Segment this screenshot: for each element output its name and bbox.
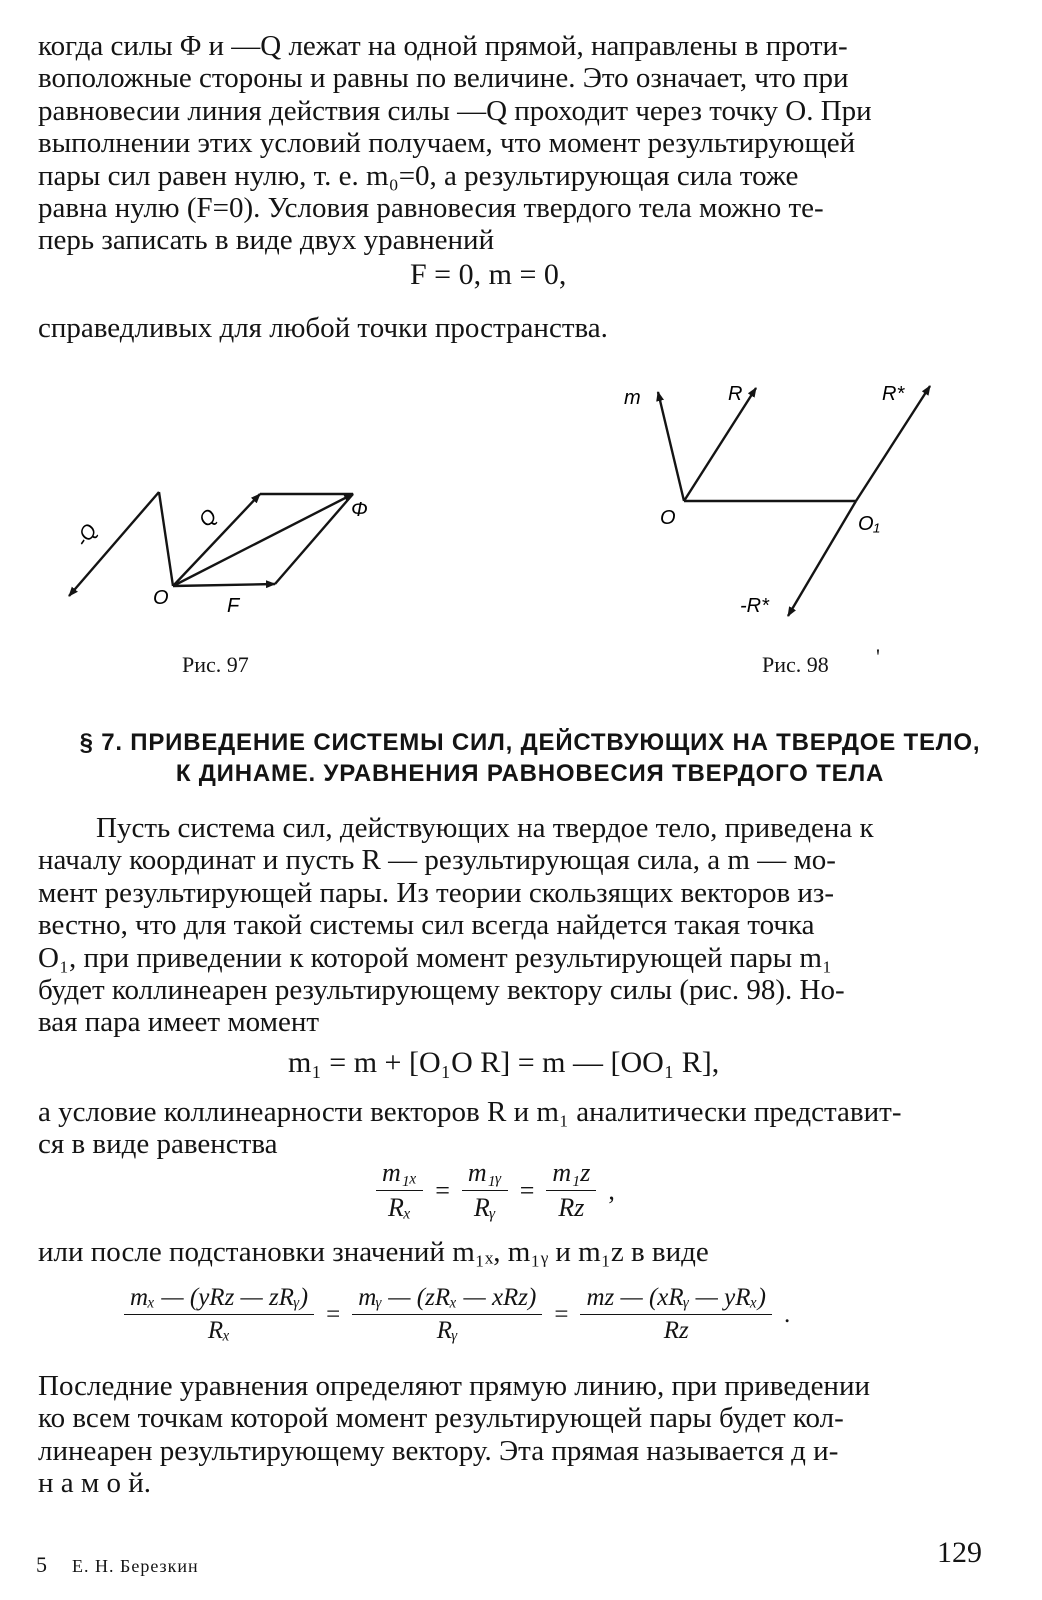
text-line: пары сил равен нулю, т. е. m₀=0, а результирующая сила тоже [38, 159, 799, 192]
label-o: O [660, 507, 676, 529]
text-line: а условие коллинеарности векторов R и m₁ аналитически представит- [38, 1096, 902, 1128]
label-f: F [227, 595, 240, 617]
text-line: линеарен результирующему вектору. Эта прямая называется д и- [38, 1434, 839, 1467]
zigzag-line [159, 492, 173, 586]
text-line: или после подстановки значений m₁ₓ, m₁ᵧ и m₁z в виде [38, 1236, 709, 1268]
text-line: будет коллинеарен результирующему вектору силы (рис. 98). Но- [38, 973, 845, 1006]
text-line: равновесии линия действия силы —Q проходит через точку O. При [38, 94, 872, 127]
section-heading-line: К ДИНАМЕ. УРАВНЕНИЯ РАВНОВЕСИЯ ТВЕРДОГО ТЕЛА [175, 760, 885, 787]
final-paragraph [38, 1370, 984, 1500]
vector-m-arrow [658, 392, 684, 501]
text-line: Последние уравнения определяют прямую линию, при приведении [38, 1370, 870, 1402]
text-line: справедливых для любой точки пространства. [38, 312, 608, 344]
label-o1: O₁ [858, 513, 880, 535]
fraction: $\frac{\text{m₁ᵧ}}{\text{Rᵧ}}$ [462, 1158, 508, 1223]
vector-r-arrow [684, 388, 756, 501]
figure-98-caption: Рис. 98 [762, 652, 829, 677]
fraction: $\frac{\text{m₁ₓ}}{\text{Rₓ}}$ [376, 1158, 423, 1223]
text-line: когда силы Φ и —Q лежат на одной прямой, направлены в проти- [38, 30, 848, 62]
text-line: равна нулю (F=0). Условия равновесия твердого тела можно те- [38, 191, 824, 224]
label-minus-r-star: -R* [740, 595, 769, 617]
body-paragraph [38, 812, 984, 1039]
label-phi: Φ [351, 499, 368, 521]
substitution-paragraph [38, 1236, 984, 1268]
text-line: Пусть система сил, действующих на твердое тело, приведена к [96, 812, 874, 844]
figure-97 [55, 470, 385, 620]
stray-mark: ' [876, 644, 880, 669]
label-r-star: R* [882, 383, 905, 405]
text-line: ко всем точкам которой момент результирующей пары будет кол- [38, 1402, 844, 1435]
figure-98 [600, 370, 970, 630]
dynamo-equation: $\frac{\text{mₓ — (yRz — zRᵧ)}}{\text{Rₓ}}$ = $\frac{\text{mᵧ — (zRₓ — xRz)}}{\text{Rᵧ}}$ = $\frac{\text{mz — (xRᵧ — yRₓ)}}{Rz}$ . [118, 1284, 796, 1345]
figure-97-caption: Рис. 97 [182, 652, 249, 677]
page-number: 129 [937, 1536, 982, 1569]
text-line: ся в виде равенства [38, 1128, 278, 1161]
intro-after [38, 312, 984, 344]
label-q: Q [194, 504, 222, 532]
text-line: началу координат и пусть R — результирующая сила, а m — мо- [38, 844, 836, 877]
fraction: $\frac{\text{m₁z}}{Rz}$ [546, 1158, 596, 1223]
fraction: $\frac{\text{mz — (xRᵧ — yRₓ)}}{Rz}$ [580, 1284, 772, 1345]
text-line: вая пара имеет момент [38, 1006, 320, 1039]
moment-equation: m₁ = m + [O₁O R] = m — [OO₁ R], [288, 1046, 720, 1079]
section-heading-line: § 7. ПРИВЕДЕНИЕ СИСТЕМЫ СИЛ, ДЕЙСТВУЮЩИХ НА ТВЕРДОЕ ТЕЛО, [79, 729, 981, 756]
author-signature: Е. Н. Березкин [72, 1556, 199, 1576]
fraction: $\frac{\text{mᵧ — (zRₓ — xRz)}}{\text{Rᵧ}}$ [352, 1284, 542, 1345]
sheet-number: 5 [36, 1552, 47, 1577]
vector-minus-r-star-arrow [788, 501, 856, 616]
section-heading [70, 727, 990, 789]
text-line: O₁, при приведении к которой момент результирующей пары m₁ [38, 941, 833, 974]
collinearity-equation: $\frac{\text{m₁ₓ}}{\text{Rₓ}}$ = $\frac{\text{m₁ᵧ}}{\text{Rᵧ}}$ = $\frac{\text{m₁z}}{Rz}$ , [370, 1158, 621, 1223]
text-line: н а м о й. [38, 1467, 152, 1500]
equilibrium-equation: F = 0, m = 0, [410, 258, 567, 291]
force-f-arrow [173, 584, 275, 586]
text-line: мент результирующей пары. Из теории скользящих векторов из- [38, 876, 835, 909]
parallelogram-right [275, 494, 353, 584]
force-phi-arrow [173, 494, 353, 586]
fraction: $\frac{\text{mₓ — (yRz — zRᵧ)}}{\text{Rₓ}}$ [124, 1284, 314, 1345]
label-m: m [624, 387, 641, 409]
text-line: выполнении этих условий получаем, что момент результирующей [38, 127, 856, 160]
label-minus-q: -Q [71, 520, 102, 551]
text-line: перь записать в виде двух уравнений [38, 224, 495, 257]
intro-paragraph [38, 30, 984, 257]
label-r: R [728, 383, 743, 405]
text-line: вестно, что для такой системы сил всегда найдется такая точка [38, 909, 815, 942]
force-q-arrow [173, 494, 260, 586]
text-line: воположные стороны и равны по величине. Это означает, что при [38, 62, 849, 95]
condition-paragraph [38, 1096, 984, 1161]
label-o: O [153, 587, 169, 609]
